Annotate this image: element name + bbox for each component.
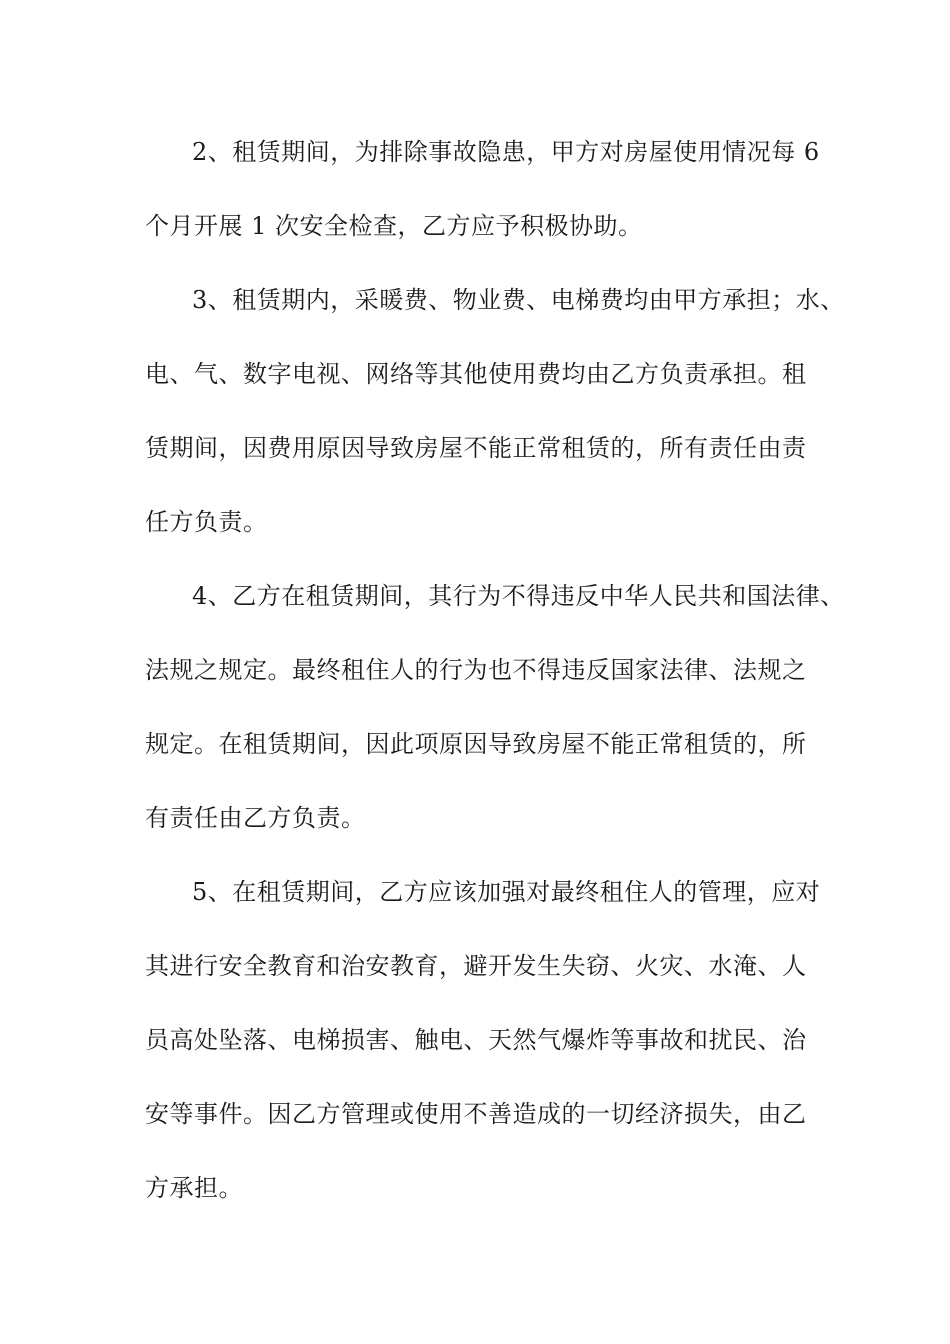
clause-3-line-4: 任方负责。 [145,508,268,536]
clause-2-line-1: 2、租赁期间，为排除事故隐患，甲方对房屋使用情况每 6 [192,138,820,166]
clause-3-line-2: 电、气、数字电视、网络等其他使用费均由乙方负责承担。租 [145,360,807,388]
clause-2-line-2: 个月开展 1 次安全检查，乙方应予积极协助。 [145,212,643,240]
clause-5-line-4: 安等事件。因乙方管理或使用不善造成的一切经济损失，由乙 [145,1100,807,1128]
clause-4-line-3: 规定。在租赁期间，因此项原因导致房屋不能正常租赁的，所 [145,730,807,758]
clause-3-line-3: 赁期间，因费用原因导致房屋不能正常租赁的，所有责任由责 [145,434,807,462]
clause-4-line-1: 4、乙方在租赁期间，其行为不得违反中华人民共和国法律、 [192,582,845,610]
clause-5-line-1: 5、在租赁期间，乙方应该加强对最终租住人的管理，应对 [192,878,821,906]
clause-4-line-2: 法规之规定。最终租住人的行为也不得违反国家法律、法规之 [145,656,807,684]
clause-5-line-2: 其进行安全教育和治安教育，避开发生失窃、火灾、水淹、人 [145,952,807,980]
clause-3-line-1: 3、租赁期内，采暖费、物业费、电梯费均由甲方承担；水、 [192,286,845,314]
clause-5-line-5: 方承担。 [145,1174,243,1202]
clause-5-line-3: 员高处坠落、电梯损害、触电、天然气爆炸等事故和扰民、治 [145,1026,807,1054]
clause-4-line-4: 有责任由乙方负责。 [145,804,366,832]
